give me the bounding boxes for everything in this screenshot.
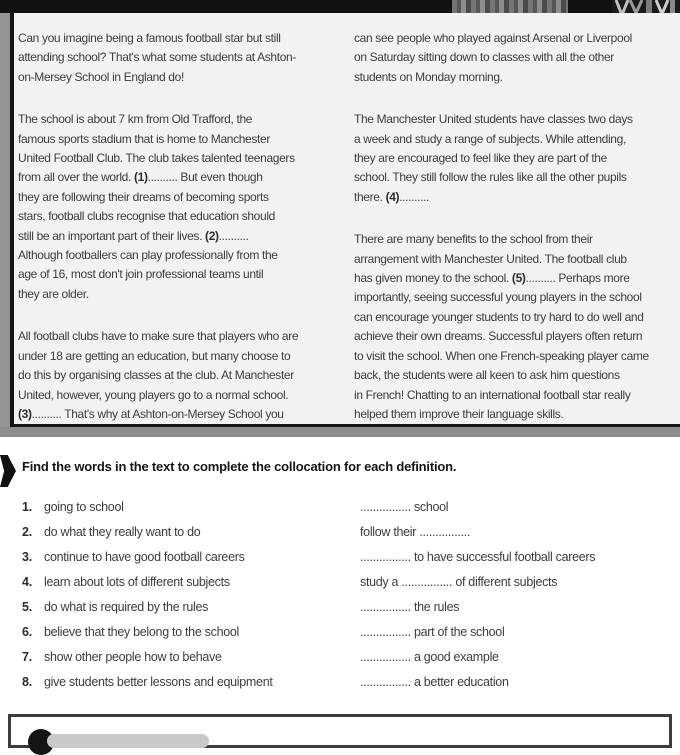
item-number: 4. [22, 575, 33, 589]
exercise-item [22, 547, 672, 572]
item-definition: show other people how to behave [44, 650, 222, 664]
panel-shadow-bar [0, 427, 680, 437]
item-answer-blank: ................ the rules [360, 600, 460, 614]
item-number: 1. [22, 500, 33, 514]
exercise-item [22, 497, 672, 522]
exercise-title-bar [47, 734, 209, 748]
reading-passage-panel [10, 13, 680, 427]
reading-paragraph: The school is about 7 km from Old Trafford, the famous sports stadium that is home to Manchester United Football Club. The club takes talented teenagers from all over the world. (1).......... But even though they are following their dreams of becoming sports stars, football clubs recognise that education should still be an important part of their lives. (2).......... Although footballers can play professionally from the age of 16, most don't join professional teams until they are older. [18, 112, 295, 301]
item-answer-blank: follow their ................ [360, 525, 471, 539]
reading-paragraph: The Manchester United students have classes two days a week and study a range of subjects. While attending, they are encouraged to feel like they are part of the school. They still follow the rules like all the other pupils there. (4).......... [354, 112, 633, 204]
item-number: 8. [22, 675, 33, 689]
item-answer-blank: ................ a good example [360, 650, 499, 664]
exercise-arrow-icon [0, 455, 16, 487]
item-number: 5. [22, 600, 33, 614]
item-number: 6. [22, 625, 33, 639]
item-definition: do what they really want to do [44, 525, 201, 539]
next-exercise-box [8, 714, 672, 748]
item-definition: going to school [44, 500, 124, 514]
reading-paragraph: can see people who played against Arsenal or Liverpool on Saturday sitting down to classes with all the other students on Monday morning. [354, 31, 632, 84]
item-answer-blank: ................ part of the school [360, 625, 505, 639]
exercise-item [22, 622, 672, 647]
item-definition: give students better lessons and equipment [44, 675, 273, 689]
cropped-photo-strip [452, 0, 568, 13]
exercise-item [22, 647, 672, 672]
collocation-exercise-list [22, 497, 672, 697]
reading-paragraph: There are many benefits to the school from their arrangement with Manchester United. The football club has given money to the school. (5).......... Perhaps more importantly, seeing successful young players in the school can encourage younger students to try hard to do well and achieve their own dreams. Successful players often return to visit the school. When one French-speaking player came back, the students were all keen to ask him questions in French! Chatting to an international football star really helped them improve their language skills. [354, 232, 649, 421]
reading-right-column [354, 29, 680, 424]
reading-paragraph: Can you imagine being a famous football star but still attending school? That's what some students at Ashton- on-Mersey School in England do! [18, 31, 297, 84]
item-definition: learn about lots of different subjects [44, 575, 230, 589]
item-definition: believe that they belong to the school [44, 625, 239, 639]
item-number: 3. [22, 550, 33, 564]
reading-paragraph: All football clubs have to make sure that players who are under 18 are getting an education, but many choose to do this by organising classes at the club. At Manchester United, however, young players go to a normal school. (3).......... That's why at Ashton-on-Mersey School you [18, 329, 299, 421]
item-answer-blank: study a ................ of different subjects [360, 575, 558, 589]
item-answer-blank: ................ to have successful football careers [360, 550, 596, 564]
reading-left-column [18, 29, 350, 424]
item-answer-blank: ................ a better education [360, 675, 509, 689]
item-definition: do what is required by the rules [44, 600, 209, 614]
exercise-item [22, 572, 672, 597]
exercise-item [22, 597, 672, 622]
item-number: 2. [22, 525, 33, 539]
exercise-heading: Find the words in the text to complete the collocation for each definition. [22, 459, 457, 474]
exercise-item [22, 672, 672, 697]
item-number: 7. [22, 650, 33, 664]
page-edge-strip [0, 13, 10, 427]
top-black-bar [0, 0, 680, 13]
item-answer-blank: ................ school [360, 500, 449, 514]
item-definition: continue to have good football careers [44, 550, 245, 564]
exercise-item [22, 522, 672, 547]
